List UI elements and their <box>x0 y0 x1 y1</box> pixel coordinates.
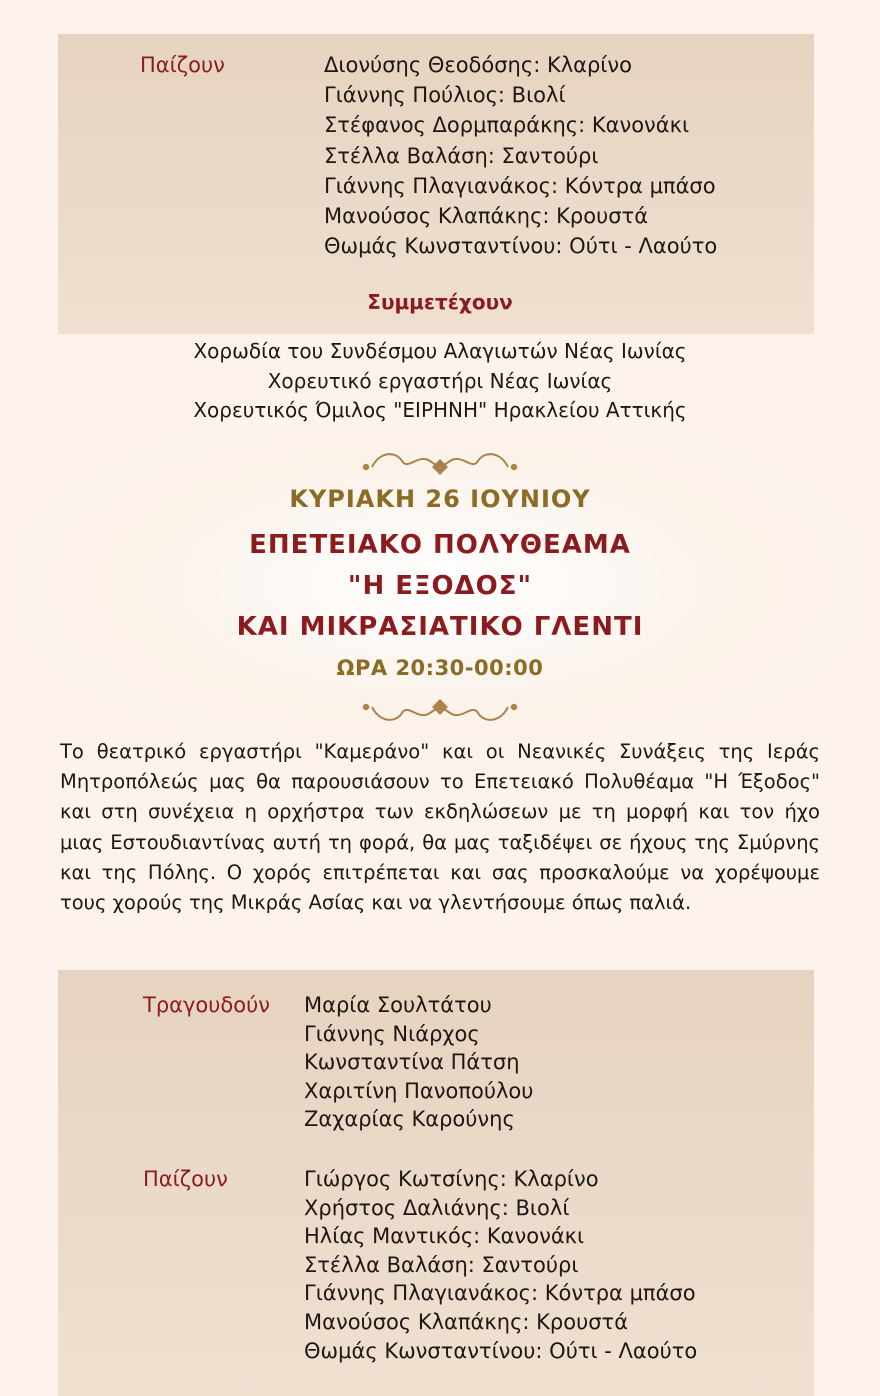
list-item: Χαριτίνη Πανοπούλου <box>304 1078 534 1103</box>
players-list <box>324 50 717 261</box>
list-item: Ζαχαρίας Καρούνης <box>304 1107 515 1132</box>
ornament-divider-icon <box>0 695 880 731</box>
list-item: Γιάννης Νιάρχος <box>304 1021 480 1046</box>
list-item: Μανούσος Κλαπάκης: Κρουστά <box>304 1309 629 1334</box>
players-label: Παίζουν <box>140 53 225 77</box>
list-item: Γιάννης Πλαγιανάκος: Κόντρα μπάσο <box>304 1281 696 1306</box>
event-date: ΚΥΡΙΑΚΗ 26 ΙΟΥΝΙΟΥ <box>289 485 591 513</box>
list-item: Μαρία Σουλτάτου <box>304 993 492 1017</box>
players-list <box>304 1165 697 1365</box>
list-item: Μανούσος Κλαπάκης: Κρουστά <box>324 204 649 229</box>
players-label: Παίζουν <box>143 1167 228 1191</box>
participants-list <box>0 337 880 426</box>
event-title-line-1: ΕΠΕΤΕΙΑΚΟ ΠΟΛΥΘΕΑΜΑ <box>249 530 631 560</box>
list-item: Γιάννης Πλαγιανάκος: Κόντρα μπάσο <box>324 173 716 198</box>
singers-list <box>304 991 533 1134</box>
list-item: Κωνσταντίνα Πάτση <box>304 1050 520 1075</box>
list-item: Διονύσης Θεοδόσης: Κλαρίνο <box>324 53 632 77</box>
ornament-divider-icon <box>0 447 880 483</box>
event-title-line-3: ΚΑΙ ΜΙΚΡΑΣΙΑΤΙΚΟ ΓΛΕΝΤΙ <box>236 612 644 642</box>
list-item: Στέλλα Βαλάση: Σαντούρι <box>304 1252 579 1277</box>
event-title-line-2: "Η ΕΞΟΔΟΣ" <box>347 571 533 601</box>
list-item: Χορωδία του Συνδέσμου Αλαγιωτών Νέας Ιωνίας <box>193 339 687 363</box>
list-item: Χορευτικός Όμιλος "ΕΙΡΗΝΗ" Ηρακλείου Αττικής <box>193 398 687 422</box>
list-item: Στέφανος Δορμπαράκης: Κανονάκι <box>324 113 690 138</box>
list-item: Γιώργος Κωτσίνης: Κλαρίνο <box>304 1167 599 1191</box>
event-description: Το θεατρικό εργαστήρι "Καμεράνο" και οι Νεανικές Συνάξεις της Ιεράς Μητροπόλεώς μας θα παρουσιάσουν το Επετειακό Πολυθέαμα "Η Έξοδος" και στη συνέχεια η ορχήστρα των εκδηλώσεων με τη μορφή και τον ήχο μιας Εστουδιαντίνας αυτή τη φορά, θα μας ταξιδέψει σε ήχους της Σμύρνης και της Πόλης. Ο χορός επιτρέπεται και σας προσκαλούμε να χορέψουμε τους χορούς της Μικράς Ασίας και να γλεντήσουμε όπως παλιά. <box>60 740 820 915</box>
list-item: Θωμάς Κωνσταντίνου: Ούτι - Λαούτο <box>304 1338 698 1363</box>
participants-label: Συμμετέχουν <box>367 290 513 314</box>
list-item: Χρήστος Δαλιάνης: Βιολί <box>304 1195 570 1220</box>
list-item: Γιάννης Πούλιος: Βιολί <box>324 83 566 108</box>
singers-label: Τραγουδούν <box>143 993 271 1017</box>
event-time: ΩΡΑ 20:30-00:00 <box>336 656 544 680</box>
list-item: Θωμάς Κωνσταντίνου: Ούτι - Λαούτο <box>324 234 718 259</box>
list-item: Ηλίας Μαντικός: Κανονάκι <box>304 1224 585 1249</box>
list-item: Στέλλα Βαλάση: Σαντούρι <box>324 143 599 168</box>
list-item: Χορευτικό εργαστήρι Νέας Ιωνίας <box>267 368 613 393</box>
